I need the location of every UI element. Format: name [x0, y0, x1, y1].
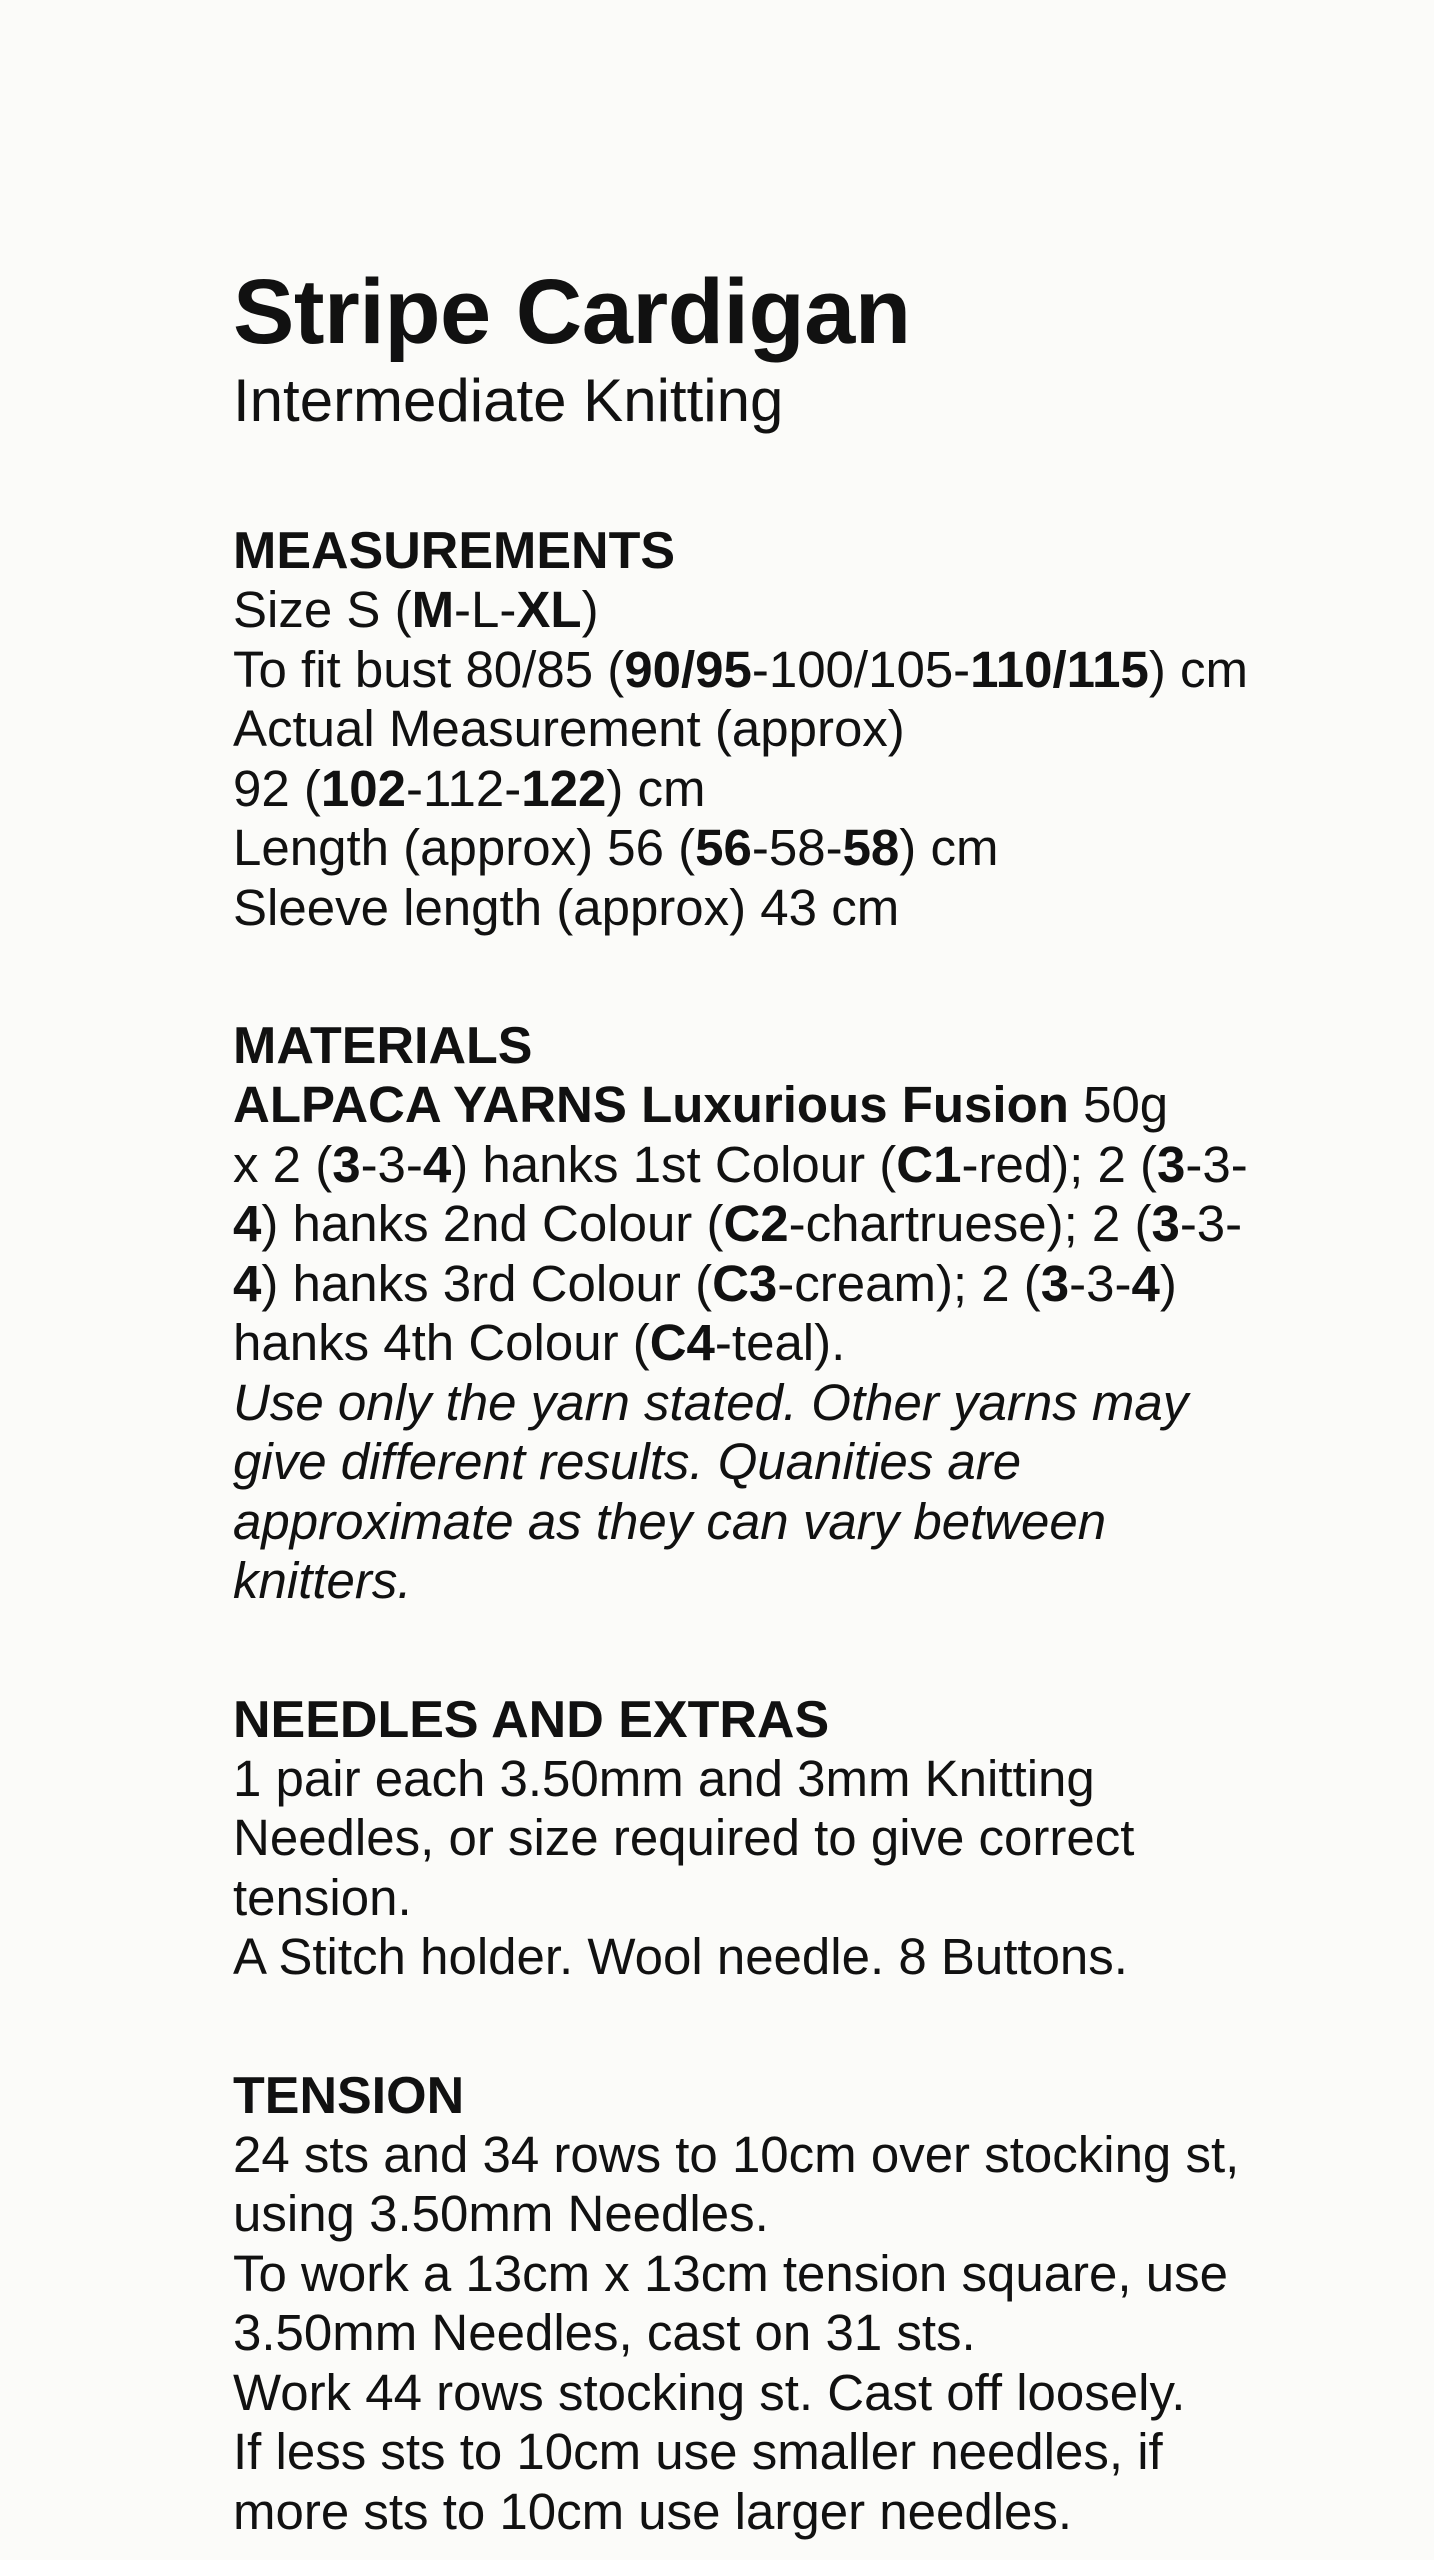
bold: 3 [1157, 1135, 1186, 1193]
text: -cream); 2 ( [777, 1254, 1041, 1312]
tension-line: If less sts to 10cm use smaller needles, if [233, 2423, 1163, 2480]
bust-suffix: ) cm [1148, 640, 1249, 698]
text: -teal). [714, 1314, 846, 1371]
size-m: M [411, 581, 455, 638]
text: ) hanks 1st Colour ( [451, 1135, 897, 1193]
text: x 2 ( [233, 1135, 333, 1193]
size-line [233, 580, 1413, 640]
materials-line-2 [233, 1135, 1413, 1195]
sleeve-line: Sleeve length (approx) 43 cm [233, 878, 900, 936]
bold: 3 [1151, 1195, 1180, 1252]
materials-line-5 [233, 1313, 1413, 1373]
text: -3- [1069, 1254, 1132, 1312]
actual-mid: -112- [405, 759, 522, 817]
yarn-brand: ALPACA YARNS Luxurious Fusion [233, 1076, 1069, 1133]
pattern-page [233, 262, 1413, 2541]
size-sep: -L- [454, 581, 517, 638]
actual-label-line: Actual Measurement (approx) [233, 700, 905, 757]
length-line [233, 818, 1413, 878]
size-xl: XL [516, 581, 582, 638]
bold: 4 [233, 1195, 262, 1252]
needles-line: A Stitch holder. Wool needle. 8 Buttons. [233, 1928, 1128, 1985]
page-title: Stripe Cardigan [233, 261, 911, 363]
materials-line-3 [233, 1194, 1413, 1254]
bold: 3 [1040, 1254, 1070, 1312]
length-bold-1: 56 [695, 819, 752, 876]
needles-heading: NEEDLES AND EXTRAS [233, 1690, 830, 1749]
tension-line: 3.50mm Needles, cast on 31 sts. [233, 2304, 976, 2361]
bold: 4 [422, 1135, 452, 1193]
actual-prefix: 92 ( [233, 759, 321, 817]
bold: C2 [723, 1195, 789, 1252]
bold: 3 [332, 1135, 361, 1193]
length-suffix: ) cm [899, 819, 999, 876]
measurements-heading: MEASUREMENTS [233, 522, 676, 580]
yarn-line [233, 1075, 1413, 1135]
materials-section [233, 1017, 1413, 1611]
needles-line: Needles, or size required to give correct [233, 1809, 1135, 1866]
size-prefix: Size S ( [233, 581, 412, 638]
actual-bold-1: 102 [320, 759, 406, 817]
needles-section [233, 1691, 1413, 1987]
materials-line-4 [233, 1254, 1413, 1314]
needles-line: tension. [233, 1868, 412, 1926]
text: -red); 2 ( [961, 1135, 1158, 1193]
text: -3- [1179, 1195, 1243, 1252]
tension-line: 24 sts and 34 rows to 10cm over stocking st, [233, 2125, 1240, 2183]
text: -3- [360, 1135, 423, 1193]
length-mid: -58- [751, 819, 843, 876]
materials-heading: MATERIALS [233, 1017, 533, 1075]
text: ) [1159, 1254, 1177, 1312]
bust-mid: -100/105- [751, 640, 971, 698]
bold: 4 [233, 1254, 262, 1312]
tension-line: To work a 13cm x 13cm tension square, use [233, 2244, 1228, 2302]
bust-line [233, 640, 1413, 700]
needles-line: 1 pair each 3.50mm and 3mm Knitting [233, 1749, 1095, 1807]
materials-note-line: give different results. Quanities are [233, 1433, 1022, 1490]
bold: 4 [1131, 1254, 1160, 1312]
materials-note-line: approximate as they can vary between [233, 1492, 1107, 1550]
bust-bold-2: 110/115 [970, 640, 1149, 698]
bust-prefix: To fit bust 80/85 ( [233, 640, 625, 698]
actual-bold-2: 122 [521, 759, 607, 817]
text: -chartruese); 2 ( [788, 1195, 1152, 1252]
actual-line [233, 759, 1413, 819]
bust-bold-1: 90/95 [624, 640, 752, 698]
measurements-section [233, 522, 1413, 937]
text: hanks 4th Colour ( [233, 1314, 650, 1371]
tension-line: Work 44 rows stocking st. Cast off loosely. [233, 2363, 1186, 2421]
tension-line: more sts to 10cm use larger needles. [233, 2482, 1073, 2540]
page-subtitle: Intermediate Knitting [233, 367, 784, 434]
length-prefix: Length (approx) 56 ( [233, 819, 696, 876]
tension-line: using 3.50mm Needles. [233, 2185, 769, 2242]
text: ) hanks 3rd Colour ( [261, 1254, 713, 1312]
materials-note-line: Use only the yarn stated. Other yarns may [233, 1373, 1189, 1431]
text: -3- [1185, 1135, 1248, 1193]
bold: C1 [896, 1135, 962, 1193]
length-bold-2: 58 [842, 819, 900, 876]
actual-suffix: ) cm [606, 759, 706, 817]
bold: C3 [712, 1254, 778, 1312]
materials-note-line: knitters. [233, 1552, 412, 1609]
yarn-weight: 50g [1068, 1076, 1169, 1133]
tension-heading: TENSION [233, 2066, 465, 2125]
text: ) hanks 2nd Colour ( [261, 1195, 724, 1252]
size-suffix: ) [581, 581, 599, 638]
tension-section [233, 2067, 1413, 2542]
bold: C4 [649, 1314, 715, 1371]
